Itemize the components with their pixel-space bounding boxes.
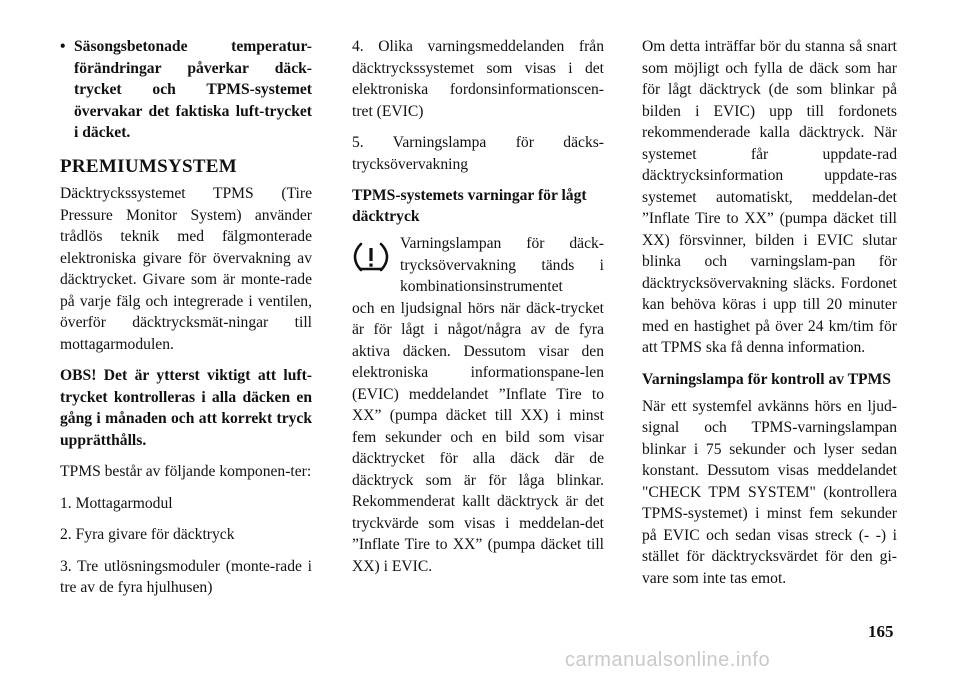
list-item: 4. Olika varningsmeddelanden från däcktryckssystemet som visas i det elektroniska fordonsinformationscen-tret (EVIC) (352, 38, 604, 120)
bullet-item (60, 36, 312, 144)
warnings-heading: TPMS-systemets varningar för lågt däcktryck (352, 187, 587, 225)
warning-lamp-text: Varningslampan för däck-trycksövervakning tänds i kombinationsinstrumentet (400, 235, 604, 295)
paragraph: När ett systemfel avkänns hörs en ljud-signal och TPMS-varningslampan blinkar i 75 sekunder och lyser sedan konstant. Dessutom visas meddelandet "CHECK TPM SYSTEM" (kontrollera TPMS-systemet) i minst fem sekunder på EVIC och sedan visas streck (- -) i stället för däcktrycksvärdet för den gi-vare som inte tas emot. (642, 397, 897, 587)
column-2 (352, 36, 604, 587)
column-1 (60, 36, 312, 609)
list-item: 3. Tre utlösningsmoduler (monte-rade i tre av de fyra hjulhusen) (60, 557, 312, 596)
bullet-dot-icon: • (60, 38, 66, 55)
bullet-text: Säsongsbetonade temperatur-förändringar påverkar däck-trycket och TPMS-systemet övervakar det faktiska luft-trycket i däcket. (74, 38, 312, 141)
intro-paragraph: Däcktryckssystemet TPMS (Tire Pressure Monitor System) använder trådlös teknik med fälgmonterade elektroniska givare för övervakning av däcktrycket. Givare som är monte-rade på varje fälg och integrerade i ventilen, överför däcktrycksmät-ningar till mottagarmodulen. (60, 185, 312, 353)
section-heading: PREMIUMSYSTEM (60, 155, 238, 177)
warning-body: och en ljudsignal hörs när däck-trycket är för lågt i något/några av de fyra aktiva däcken. Dessutom visar den elektroniska informationspane-len (EVIC) meddelandet ”Inflate Tire to XX” (pumpa däcket till XX) i minst fem sekunder och en bild som visar däcktrycket för alla däck där de däcktryck som är för låga blinkar. Rekommenderat kallt däcktryck är det tryckvärde som visas i meddelan-det ”Inflate Tire to XX” (pumpa däcket till XX) i EVIC. (352, 299, 604, 575)
list-item: 2. Fyra givare för däcktryck (60, 526, 235, 543)
components-intro: TPMS består av följande komponen-ter: (60, 463, 312, 480)
page-number: 165 (868, 622, 894, 641)
note-paragraph: OBS! Det är ytterst viktigt att luft-trycket kontrolleras i alla däcken en gång i månaden och att korrekt tryck upprätthålls. (60, 367, 312, 449)
column-3 (642, 36, 897, 599)
warning-block (352, 233, 604, 298)
list-item: 5. Varningslampa för däcks-trycksövervakning (352, 134, 604, 173)
check-tpms-heading: Varningslampa för kontroll av TPMS (642, 370, 891, 388)
watermark: carmanualsonline.info (565, 649, 771, 671)
list-item: 1. Mottagarmodul (60, 494, 173, 512)
tire-pressure-warning-icon (352, 233, 400, 298)
paragraph: Om detta inträffar bör du stanna så snart som möjligt och fylla de däck som har för lågt däcktryck (de som blinkar på bilden i EVIC) upp till fordonets rekommenderade kalla däcktryck. När systemet får uppdate-rad däcktrycksinformation uppdate-ras systemet automatiskt, meddelan-det ”Inflate Tire to XX” (pumpa däcket till XX) försvinner, bilden i EVIC slutar blinka och varningslam-pan för däcktrycksövervakning släcks. Fordonet kan behöva köras i upp till 20 minuter med en hastighet på över 24 km/tim för att TPMS ska få denna information. (642, 38, 897, 356)
